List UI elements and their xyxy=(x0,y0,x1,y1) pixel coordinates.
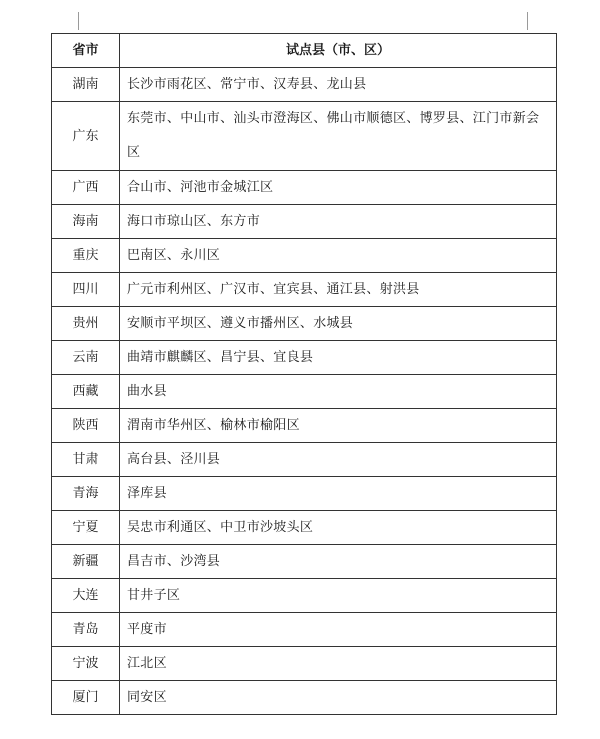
province-cell: 贵州 xyxy=(52,307,120,341)
province-cell: 西藏 xyxy=(52,375,120,409)
counties-cell: 曲靖市麒麟区、昌宁县、宜良县 xyxy=(120,341,557,375)
counties-cell: 同安区 xyxy=(120,681,557,715)
counties-cell: 平度市 xyxy=(120,613,557,647)
table-row xyxy=(52,375,557,409)
province-cell: 云南 xyxy=(52,341,120,375)
table-row xyxy=(52,68,557,102)
counties-cell: 渭南市华州区、榆林市榆阳区 xyxy=(120,409,557,443)
table-row xyxy=(52,273,557,307)
table-header-row xyxy=(52,34,557,68)
table-row xyxy=(52,579,557,613)
province-cell: 青海 xyxy=(52,477,120,511)
province-cell: 新疆 xyxy=(52,545,120,579)
counties-cell: 合山市、河池市金城江区 xyxy=(120,171,557,205)
province-cell: 四川 xyxy=(52,273,120,307)
counties-cell: 昌吉市、沙湾县 xyxy=(120,545,557,579)
table-row xyxy=(52,613,557,647)
table-row xyxy=(52,239,557,273)
province-cell: 宁夏 xyxy=(52,511,120,545)
counties-cell: 江北区 xyxy=(120,647,557,681)
counties-cell: 高台县、泾川县 xyxy=(120,443,557,477)
province-cell: 海南 xyxy=(52,205,120,239)
table-row xyxy=(52,307,557,341)
counties-cell: 曲水县 xyxy=(120,375,557,409)
counties-cell: 吴忠市利通区、中卫市沙坡头区 xyxy=(120,511,557,545)
province-cell: 宁波 xyxy=(52,647,120,681)
counties-cell: 安顺市平坝区、遵义市播州区、水城县 xyxy=(120,307,557,341)
page-corner-mark-left xyxy=(78,12,79,30)
pilot-counties-table xyxy=(51,33,557,715)
table-row xyxy=(52,647,557,681)
province-cell: 青岛 xyxy=(52,613,120,647)
province-cell: 广西 xyxy=(52,171,120,205)
counties-cell: 巴南区、永川区 xyxy=(120,239,557,273)
header-province: 省市 xyxy=(52,34,120,68)
table-row xyxy=(52,511,557,545)
header-counties: 试点县（市、区） xyxy=(120,34,557,68)
province-cell: 甘肃 xyxy=(52,443,120,477)
table-row xyxy=(52,477,557,511)
table-row xyxy=(52,341,557,375)
province-cell: 广东 xyxy=(52,102,120,171)
table-row xyxy=(52,681,557,715)
counties-cell: 广元市利州区、广汉市、宜宾县、通江县、射洪县 xyxy=(120,273,557,307)
table-row xyxy=(52,545,557,579)
table-row xyxy=(52,205,557,239)
province-cell: 厦门 xyxy=(52,681,120,715)
counties-cell: 海口市琼山区、东方市 xyxy=(120,205,557,239)
counties-cell: 东莞市、中山市、汕头市澄海区、佛山市顺德区、博罗县、江门市新会区 xyxy=(120,102,557,171)
table-row xyxy=(52,409,557,443)
counties-cell: 长沙市雨花区、常宁市、汉寿县、龙山县 xyxy=(120,68,557,102)
counties-cell: 甘井子区 xyxy=(120,579,557,613)
table-row xyxy=(52,171,557,205)
counties-cell: 泽库县 xyxy=(120,477,557,511)
table-row xyxy=(52,443,557,477)
province-cell: 大连 xyxy=(52,579,120,613)
province-cell: 湖南 xyxy=(52,68,120,102)
province-cell: 陕西 xyxy=(52,409,120,443)
table-row xyxy=(52,102,557,171)
province-cell: 重庆 xyxy=(52,239,120,273)
page-corner-mark-right xyxy=(527,12,528,30)
